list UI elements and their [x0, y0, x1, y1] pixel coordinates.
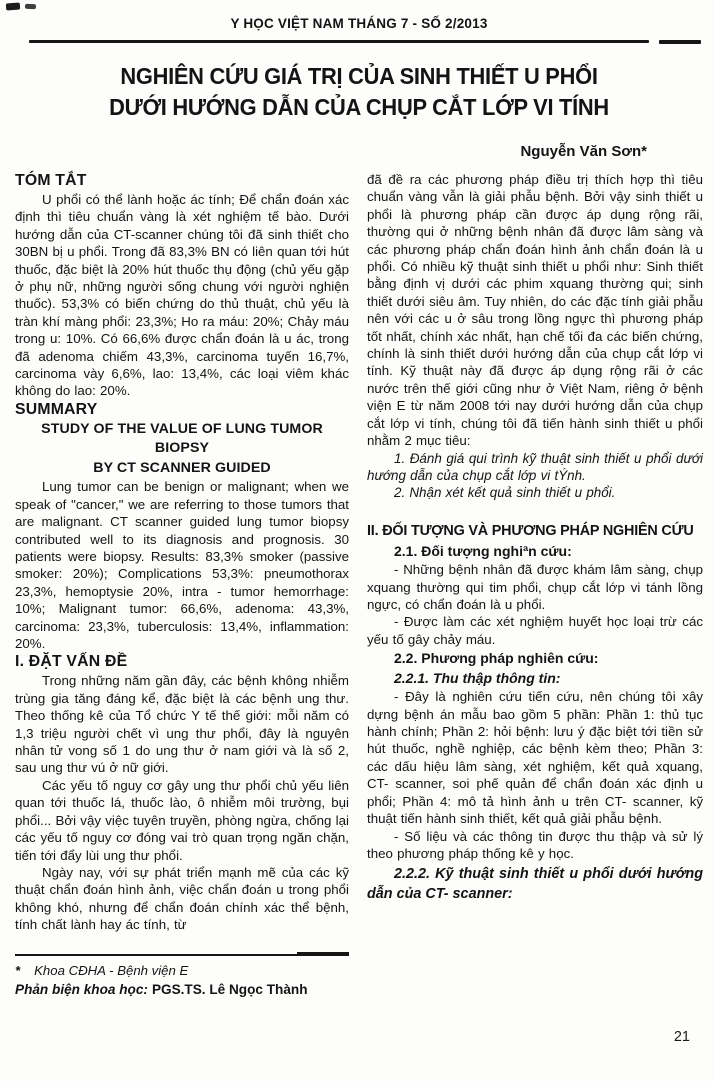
scan-artifact	[6, 3, 20, 11]
summary-text: Lung tumor can be benign or malignant; when we speak of "cancer," we are referring to those tumors that are malignant. CT scanner guided lung tumor biopsy contributed well to its diagnosis and prognosis. 30 patients were biopsy. Results: 83,3% smoker (passive smoker: 20%); Complications 53,3%: pneumothorax 23,3%, hemoptysie 20%, intra - tumor hemorrhage: 10%; Malignant tumor: 66,6%, adenoma: 43,3%, carcinoma: 23,3%, tuberculosis: 13,4%, inflammation: 20%.	[15, 479, 349, 652]
journal-header: Y HỌC VIỆT NAM THÁNG 7 - SỐ 2/2013	[230, 16, 488, 31]
header-rule-line	[29, 40, 649, 43]
objective-item: 2. Nhận xét kết quả sinh thiết u phổi.	[394, 485, 616, 501]
scan-artifact	[25, 4, 36, 10]
objective-item: 1. Đánh giá qui trình kỹ thuật sinh thiết u phổi dưới hướng dẫn của chụp cắt lớp vi tÝnh.	[367, 450, 703, 483]
abstract-heading: TÓM TẮT	[15, 172, 87, 189]
footnote-marker: *	[15, 962, 21, 978]
left-column	[15, 171, 349, 999]
summary-subtitle-line-1: STUDY OF THE VALUE OF LUNG TUMOR BIOPSY	[41, 420, 323, 457]
section-1-paragraph: Trong những năm gần đây, các bệnh không nhiễm trùng gia tăng đáng kể, đặc biệt là các bệnh ung thư. Theo thống kê của Tổ chức Y tế thế giới: mỗi năm có 1,3 triệu người chết vì ung thư phổi, đây là nguyên nhân tử vong số 1 do ung thư ở nam giới và là số 2, sau ung thư vú ở nữ giới.	[15, 673, 349, 776]
page-title-line-1: NGHIÊN CỨU GIÁ TRỊ CỦA SINH THIẾT U PHỔI	[120, 63, 598, 89]
page-number: 21	[673, 1029, 690, 1045]
footnote-affiliation-text: Khoa CĐHA - Bệnh viện E	[34, 962, 189, 978]
summary-heading: SUMMARY	[15, 400, 98, 418]
section-1-paragraph: Ngày nay, với sự phát triển mạnh mẽ của các kỹ thuật chẩn đoán hình ảnh, việc chẩn đoán u trong phổi không khó, nhưng để chẩn đoán chính xác thể bệnh, tính chất lành hay ác tính, từ	[15, 864, 349, 933]
abstract-text: U phổi có thể lành hoặc ác tính; Để chẩn đoán xác định thì tiêu chuẩn vàng là xét nghiệm tế bào. Dưới hướng dẫn của CT-scanner chúng tôi đã sinh thiết cho 30BN bị u phổi. Trong đã 83,3% BN có liên quan tới hút thuốc, đặc biệt là 20% hút thuốc thụ động (chủ yếu gặp ở phụ nữ, những người sống chung với người nghiện thuốc). 53,3% có biến chứng do thủ thuật, chủ yếu là tràn khí màng phổi: 23,3%; Ho ra máu: 20%; Chảy máu trong u: 10%. Có 66,6% được chẩn đoán là u ác, trong đã adenoma chiếm 43,3%, carcinoma tuyến 16,7%, carcinoma vày 6,6%, lao: 13,4%, các loại viêm khác không do lao: 20%.	[15, 192, 349, 399]
right-column	[367, 171, 703, 999]
footnote-block	[15, 954, 349, 999]
author: Nguyễn Văn Sơn*	[520, 143, 647, 160]
header-rule	[29, 38, 693, 44]
section-2-1-item: - Được làm các xét nghiệm huyết học loại trừ các yếu tố gây chảy máu.	[367, 614, 703, 647]
page-title-line-2: DƯỚI HƯỚNG DẪN CỦA CHỤP CẮT LỚP VI TÍNH	[109, 94, 609, 120]
section-2-2-1-heading: 2.2.1. Thu thập thông tin:	[394, 669, 561, 686]
summary-subtitle-line-2: BY CT SCANNER GUIDED	[93, 459, 271, 476]
section-2-heading: II. ĐỐI TƯỢNG VÀ PHƯƠNG PHÁP NGHIÊN CỨU	[367, 522, 694, 539]
section-1-paragraph: Các yếu tố nguy cơ gây ung thư phổi chủ yếu liên quan tới thuốc lá, thuốc lào, ô nhiễm môi trường, bụi phổi... Bởi vậy việc tuyên truyền, phòng ngừa, chống lại các yếu tố nguy cơ đóng vai trò quan trọng ngăn chặn, tiến tới đẩy lùi ung thư phổi.	[15, 777, 349, 863]
section-2-2-heading: 2.2. Phương pháp nghiên cứu:	[394, 650, 599, 667]
footnote-affiliation	[15, 962, 349, 980]
section-1-heading: I. ĐẶT VẤN ĐỀ	[15, 653, 128, 671]
footnote-reviewer-name: PGS.TS. Lê Ngọc Thành	[151, 981, 308, 997]
continuation-paragraph: đã đề ra các phương pháp điều trị thích hợp thì tiêu chuẩn vàng vẫn là giải phẫu bệnh. Bởi vậy sinh thiết u phổi là phương pháp cần được áp dụng rộng rãi, thường qui ở những bệnh nhân đã được lâm sàng và các phương pháp chẩn đoán hình ảnh chẩn đoán là u phổi. Có nhiều kỹ thuật sinh thiết u phổi như: Sinh thiết bằng định vị dưới các phim xquang thường qui; sinh thiết dưới siêu âm. Tuy nhiên, do các đặc tính giải phẫu nên với các u ở sâu trong lồng ngực thì phương pháp tốt nhất, chính xác nhất, hạn chế tối đa các biến chứng, chính là sinh thiết dưới hướng dẫn của chụp cắt lớp vi tính. Kỹ thuật này đã được áp dụng rộng rãi ở các nước trên thế giới cũng như ở Việt Nam, riêng ở bệnh viện E từ năm 2008 tới nay dưới hướng dẫn của chụp cắt lớp vi tính, chúng tôi đã tiến hành sinh thiết u phổi nhằm 2 mục tiêu:	[367, 172, 703, 449]
footnote-reviewer	[15, 980, 349, 999]
page-title	[15, 61, 703, 123]
two-column-layout	[15, 171, 703, 999]
footnote-rule	[15, 954, 349, 956]
footnote-reviewer-label: Phản biện khoa học:	[15, 981, 148, 997]
header-rule-dash	[659, 40, 701, 44]
section-2-2-2-heading: 2.2.2. Kỹ thuật sinh thiết u phổi dưới hướng dẫn của CT- scanner:	[367, 866, 703, 902]
section-2-2-1-paragraph: - Số liệu và các thông tin được thu thập và sử lý theo phương pháp thống kê y học.	[367, 828, 703, 861]
section-2-1-item: - Những bệnh nhân đã được khám lâm sàng, chụp xquang thường qui tim phổi, chụp cắt lớp vi tánh lồng ngực, có chẩn đoán là u phổi.	[367, 562, 703, 613]
section-2-1-heading: 2.1. Đối tượng nghiªn cứu:	[394, 542, 572, 559]
section-2-2-1-paragraph: - Đây là nghiên cứu tiến cứu, nên chúng tôi xây dựng bệnh án mẫu bao gồm 5 phần: Phần 1: thủ tục hành chính; Phần 2: hỏi bệnh: lưu ý đặc biệt tới tiền sử hút thuốc, nghề nghiệp, các bệnh kèm theo; Phần 3: các dấu hiệu lâm sàng, xét nghiệm, kết quả xquang, CT- scanner, soi phế quản để chẩn đoán xác định u phổi; Phần 4: mô tả hình ảnh u trên CT- scanner, kỹ thuật tiến hành sinh thiết, kết quả giải phẫu bệnh.	[367, 689, 703, 827]
